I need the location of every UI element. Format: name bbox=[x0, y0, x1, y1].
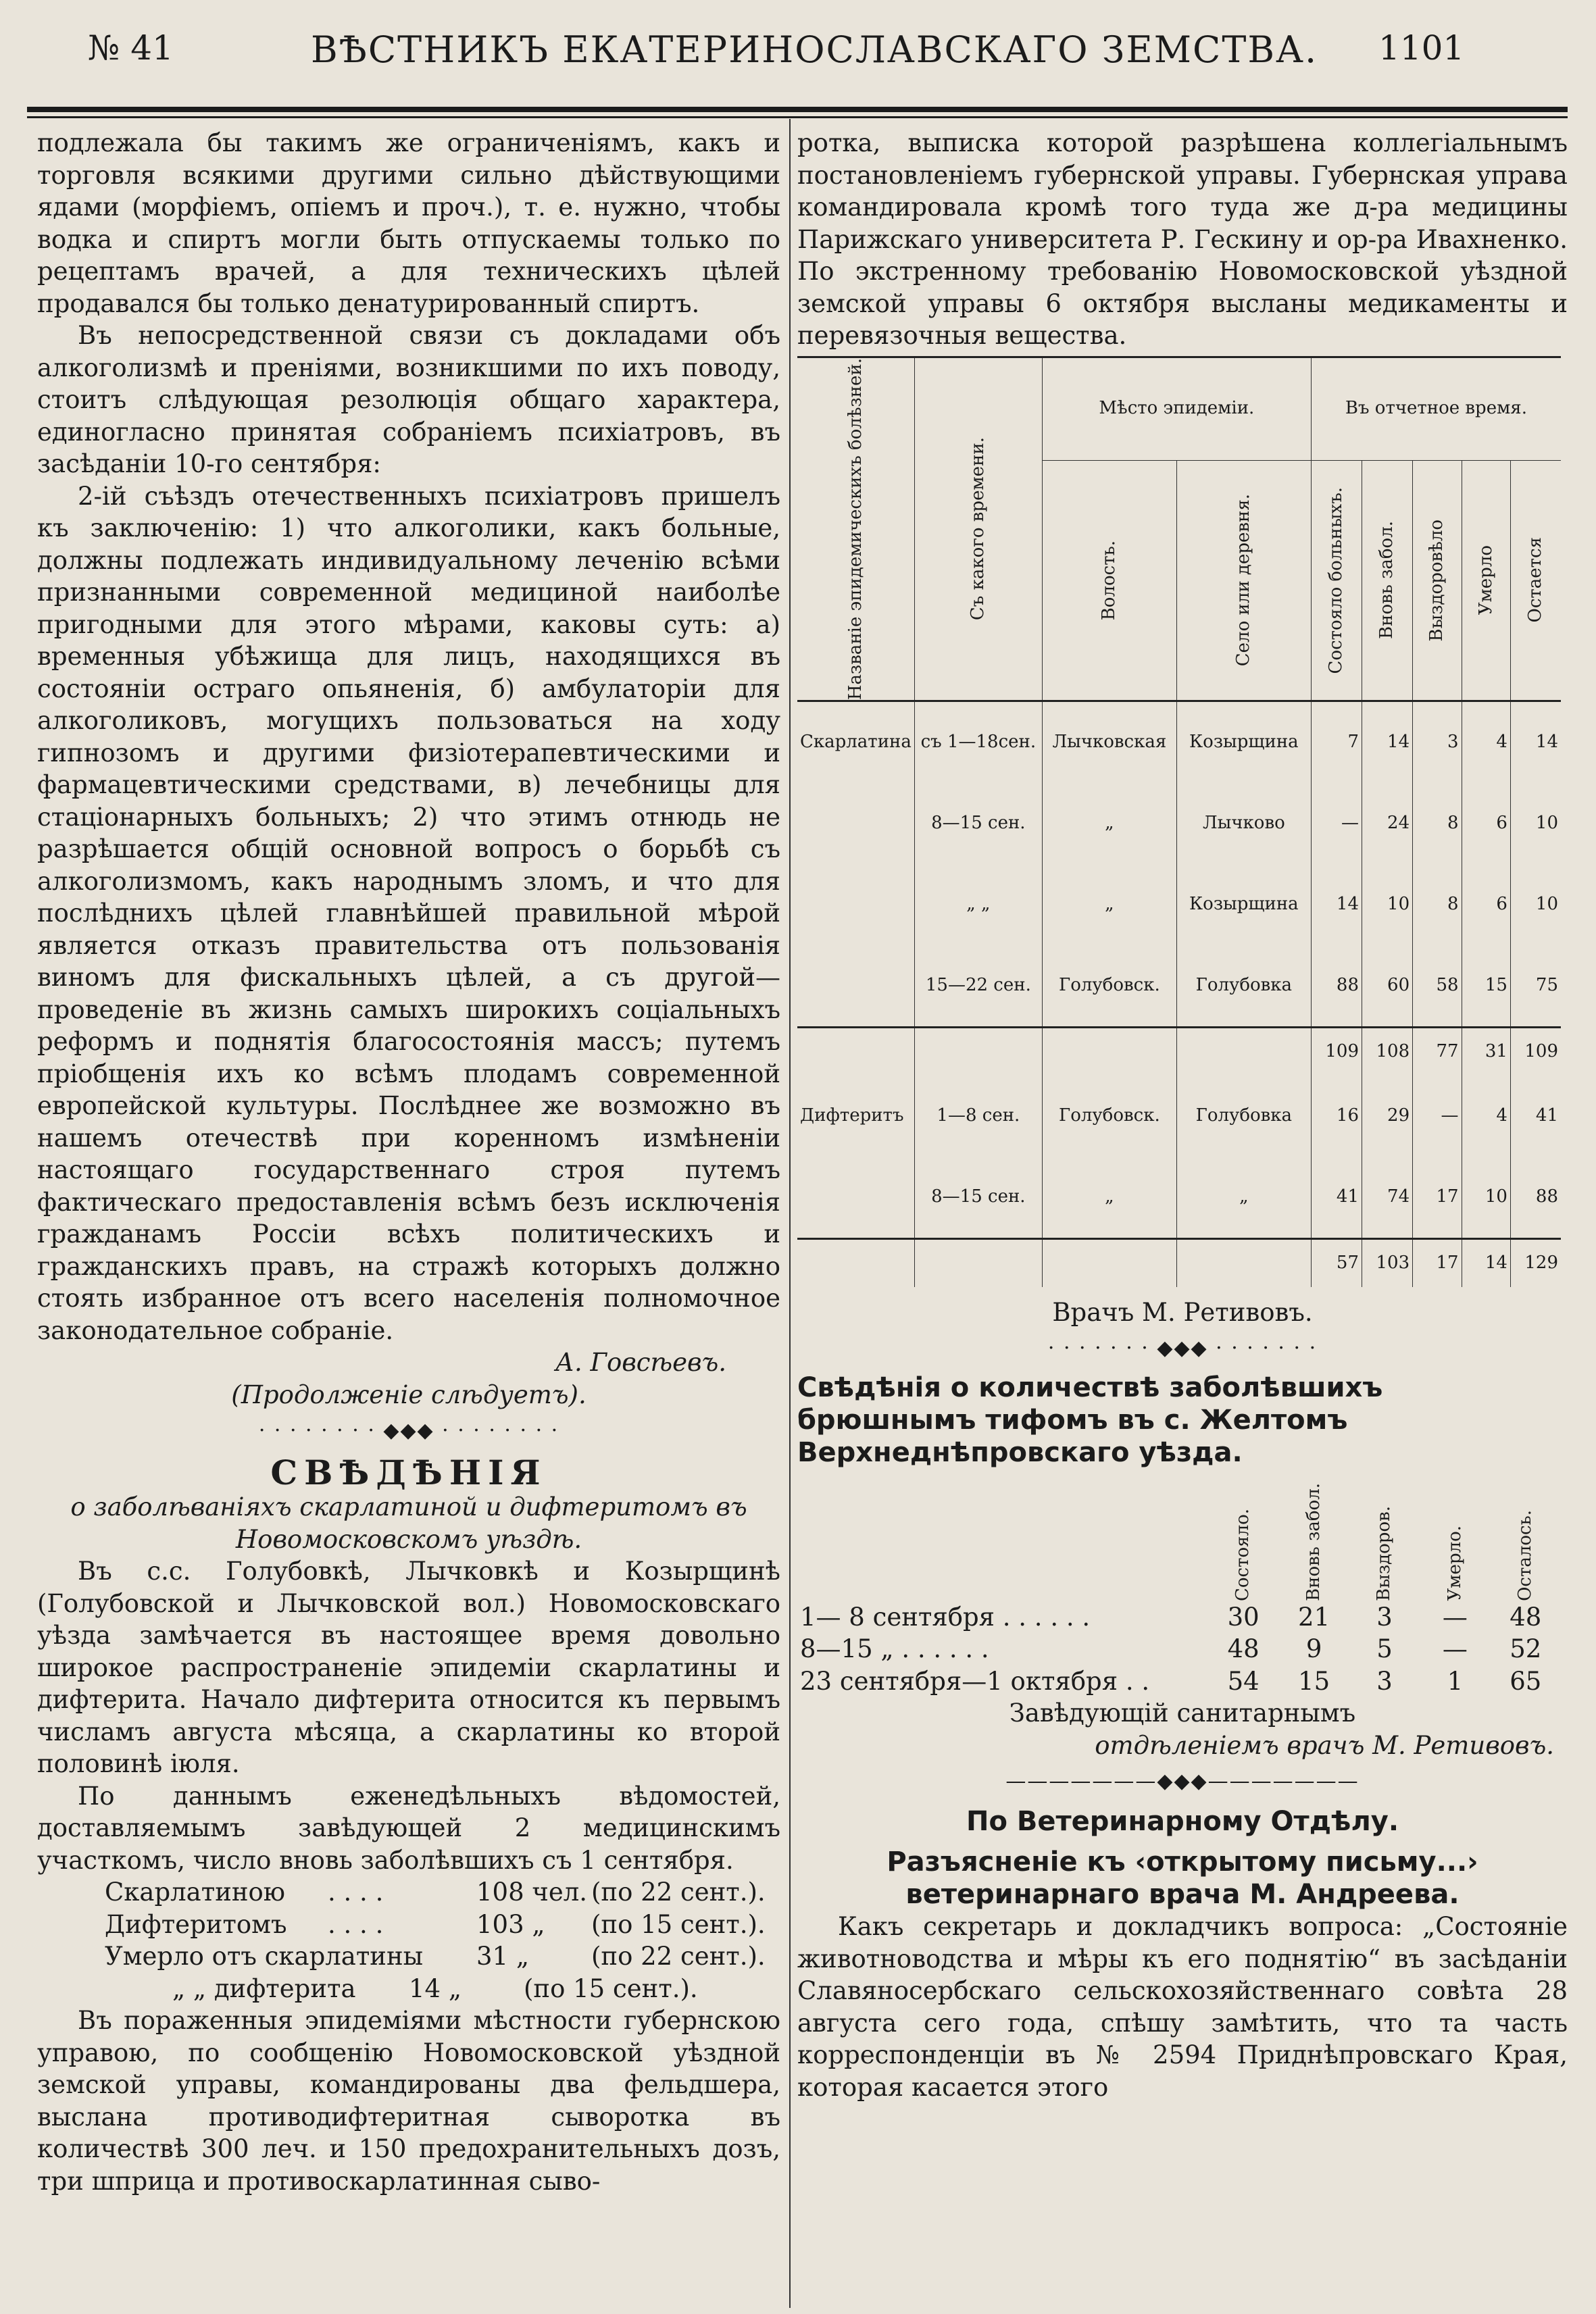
disease-cell: Скарлатина bbox=[797, 701, 914, 783]
section-subtitle: о заболѣваніяхъ скарлатиной и дифтеритомъ въ bbox=[70, 1492, 747, 1521]
count-cell: 8 bbox=[1413, 783, 1462, 864]
volost-cell: Голубовск. bbox=[1042, 945, 1176, 1028]
typhus-title: Свѣдѣнія о количествѣ заболѣвшихъ брюшнымъ тифомъ въ с. Желтомъ Верхнеднѣпровскаго уѣзда. bbox=[797, 1372, 1383, 1468]
count-cell: 14 bbox=[1535, 731, 1558, 752]
disease-cell: Дифтеритъ bbox=[797, 1076, 914, 1157]
count-cell: 17 bbox=[1413, 1157, 1462, 1239]
count-cell: 8 bbox=[1413, 864, 1462, 945]
table-header: Умерло bbox=[1462, 460, 1510, 701]
paragraph: По даннымъ еженедѣльныхъ вѣдомостей, доставляемымъ завѣдующей 2 медицинскимъ участкомъ, число вновь заболѣвшихъ съ 1 сентября. bbox=[37, 1781, 780, 1875]
count-cell: 129 bbox=[1510, 1238, 1561, 1287]
since-cell bbox=[914, 1238, 1042, 1287]
count-cell: 88 bbox=[1311, 945, 1362, 1028]
count-cell: 21 bbox=[1298, 1602, 1330, 1632]
volost-cell bbox=[1042, 1027, 1176, 1076]
vet-title: Разъясненіе къ ‹открытому письму...› ветеринарнаго врача М. Андреева. bbox=[887, 1846, 1478, 1911]
period-cell: 23 сентября—1 октября . . bbox=[800, 1666, 1150, 1696]
issue-number: № 41 bbox=[88, 28, 174, 68]
count-cell: 54 bbox=[1227, 1666, 1260, 1696]
count-cell: 75 bbox=[1535, 974, 1558, 995]
village-cell: Козырщина bbox=[1176, 701, 1311, 783]
count-cell: 77 bbox=[1413, 1027, 1462, 1076]
table-header: Село или деревня. bbox=[1176, 460, 1311, 701]
typhus-table bbox=[797, 1473, 1561, 1698]
count-cell: — bbox=[1413, 1076, 1462, 1157]
volost-cell bbox=[1042, 1238, 1176, 1287]
ornament-divider: · · · · · · · ◆◆◆ · · · · · · · bbox=[1047, 1336, 1318, 1361]
count-cell: 48 bbox=[1510, 1602, 1542, 1632]
count-cell: 58 bbox=[1413, 945, 1462, 1028]
disease-cell bbox=[797, 783, 914, 864]
stat-value: 108 чел. bbox=[476, 1878, 588, 1907]
count-cell: 14 bbox=[1311, 864, 1362, 945]
epidemic-table bbox=[797, 356, 1561, 1287]
disease-cell bbox=[797, 1238, 914, 1287]
since-cell: 8—15 сен. bbox=[914, 1157, 1042, 1239]
stat-label: Умерло отъ скарлатины bbox=[105, 1942, 424, 1971]
since-cell: „ „ bbox=[914, 864, 1042, 945]
period-cell: 8—15 „ . . . . . . bbox=[800, 1634, 989, 1664]
village-cell bbox=[1176, 1238, 1311, 1287]
table-row bbox=[797, 1076, 1561, 1157]
count-cell: 41 bbox=[1311, 1157, 1362, 1239]
count-cell: 103 bbox=[1362, 1238, 1413, 1287]
paragraph: Въ с.с. Голубовкѣ, Лычковкѣ и Козырщинѣ (Голубовской и Лычковской вол.) Новомосковскаго уѣзда замѣчается въ настоящее время довольно широкое распространеніе эпидеміи скарлатины и дифтерита. Начало дифтерита относится къ первымъ числамъ августа мѣсяца, а скарлатины ко второй половинѣ іюля. bbox=[37, 1557, 780, 1778]
table-row bbox=[797, 1601, 1561, 1634]
list-item bbox=[37, 1909, 780, 1941]
paragraph: Какъ секретарь и докладчикъ вопроса: „Состояніе животноводства и мѣры къ его поднятію“ въ засѣданіи Славяносербскаго сельскохозяйственнаго совѣта 28 августа сего года, спѣшу замѣтить, что та часть корреспонденціи въ № 2594 Приднѣпровскаго Края, которая касается этого bbox=[797, 1912, 1568, 2102]
disease-cell bbox=[797, 945, 914, 1028]
since-cell: 15—22 сен. bbox=[914, 945, 1042, 1028]
village-cell: Голубовка bbox=[1176, 945, 1311, 1028]
village-cell: Козырщина bbox=[1176, 864, 1311, 945]
typhus-signature: Завѣдующій санитарнымъ bbox=[1009, 1699, 1356, 1728]
header-rule-thin bbox=[27, 116, 1568, 118]
stat-dots: . . . . bbox=[328, 1909, 384, 1939]
table-header: Названіе эпидемическихъ болѣзней. bbox=[797, 357, 914, 701]
count-cell: 7 bbox=[1311, 701, 1362, 783]
village-cell: Голубовка bbox=[1176, 1076, 1311, 1157]
count-cell: 30 bbox=[1227, 1602, 1260, 1632]
count-cell: 10 bbox=[1535, 893, 1558, 914]
count-cell: 10 bbox=[1462, 1157, 1510, 1239]
table-header: Выздоровѣло bbox=[1413, 460, 1462, 701]
paragraph: подлежала бы такимъ же ограниченіямъ, какъ и торговля всякими другими сильно дѣйствующими ядами (морфіемъ, опіемъ и проч.), т. е. нужно, чтобы водка и спиртъ могли быть отпускаемы только по рецептамъ врачей, а для техническихъ цѣлей продавался бы только денатурированный спиртъ. bbox=[37, 128, 780, 318]
count-cell: 31 bbox=[1462, 1027, 1510, 1076]
count-cell: — bbox=[1311, 783, 1362, 864]
vet-heading: По Ветеринарному Отдѣлу. bbox=[966, 1805, 1399, 1837]
count-cell: 4 bbox=[1462, 701, 1510, 783]
since-cell: 8—15 сен. bbox=[914, 783, 1042, 864]
table-row bbox=[797, 1665, 1561, 1698]
table-header: Вновь забол. bbox=[1362, 460, 1413, 701]
left-column bbox=[37, 127, 780, 2197]
doctor-signature: Врачъ М. Ретивовъ. bbox=[1052, 1297, 1313, 1327]
count-cell: 5 bbox=[1376, 1634, 1393, 1664]
count-cell: 10 bbox=[1362, 864, 1413, 945]
table-row bbox=[797, 864, 1561, 945]
page-number: 1101 bbox=[1378, 28, 1465, 68]
stat-label: „ „ дифтерита bbox=[172, 1973, 356, 2003]
stat-date: (по 22 сент.). bbox=[591, 1942, 766, 1971]
table-row bbox=[797, 1633, 1561, 1665]
list-item bbox=[37, 1876, 780, 1909]
count-cell: 48 bbox=[1227, 1634, 1260, 1664]
table-header: Вновь забол. bbox=[1303, 1482, 1324, 1601]
table-header: Осталось. bbox=[1515, 1509, 1536, 1601]
stat-dots: . . . . bbox=[328, 1878, 384, 1907]
ornament-divider: ———————◆◆◆——————— bbox=[1005, 1769, 1360, 1794]
count-cell: 6 bbox=[1462, 783, 1510, 864]
count-cell: 15 bbox=[1298, 1666, 1330, 1696]
table-header: Состояло больныхъ. bbox=[1311, 460, 1362, 701]
count-cell: 57 bbox=[1311, 1238, 1362, 1287]
table-row bbox=[797, 783, 1561, 864]
since-cell: 1—8 сен. bbox=[914, 1076, 1042, 1157]
count-cell: 14 bbox=[1362, 701, 1413, 783]
count-cell: 3 bbox=[1376, 1602, 1393, 1632]
table-header: Состояло. bbox=[1232, 1508, 1253, 1601]
ornament-divider: · · · · · · · · ◆◆◆ · · · · · · · · bbox=[258, 1419, 559, 1442]
count-cell: 109 bbox=[1311, 1027, 1362, 1076]
disease-cell bbox=[797, 1027, 914, 1076]
stat-label: Дифтеритомъ bbox=[105, 1909, 287, 1939]
stat-value: 31 „ bbox=[476, 1942, 530, 1971]
count-cell: 3 bbox=[1413, 701, 1462, 783]
volost-cell: Голубовск. bbox=[1042, 1076, 1176, 1157]
stat-date: (по 15 сент.). bbox=[591, 1909, 766, 1939]
stats-list bbox=[37, 1876, 780, 2005]
disease-cell bbox=[797, 864, 914, 945]
list-item bbox=[37, 1973, 780, 2005]
table-header: Остается bbox=[1510, 460, 1561, 701]
stat-date: (по 22 сент.). bbox=[591, 1878, 766, 1907]
stat-date: (по 15 сент.). bbox=[524, 1973, 698, 2003]
count-cell: 109 bbox=[1510, 1027, 1561, 1076]
count-cell: 15 bbox=[1462, 945, 1510, 1028]
count-cell: 74 bbox=[1362, 1157, 1413, 1239]
village-cell: Лычково bbox=[1176, 783, 1311, 864]
count-cell: 4 bbox=[1462, 1076, 1510, 1157]
table-row bbox=[797, 1157, 1561, 1239]
volost-cell: „ bbox=[1042, 783, 1176, 864]
count-cell: 6 bbox=[1462, 864, 1510, 945]
table-row bbox=[797, 701, 1561, 783]
stat-label: Скарлатиною bbox=[105, 1878, 286, 1907]
count-cell: 29 bbox=[1362, 1076, 1413, 1157]
count-cell: — bbox=[1442, 1602, 1468, 1632]
table-header: Въ отчетное время. bbox=[1311, 357, 1561, 460]
section-subtitle: Новомосковскомъ уѣздѣ. bbox=[235, 1524, 582, 1554]
typhus-signature: отдѣленіемъ врачъ М. Ретивовъ. bbox=[1095, 1730, 1554, 1760]
table-header: Волость. bbox=[1042, 460, 1176, 701]
since-cell: съ 1—18сен. bbox=[914, 701, 1042, 783]
count-cell: 9 bbox=[1305, 1634, 1322, 1664]
section-title: СВѢДѢНІЯ bbox=[270, 1452, 547, 1492]
village-cell: „ bbox=[1176, 1157, 1311, 1239]
continued-note: (Продолженіе слѣдуетъ). bbox=[231, 1380, 587, 1409]
table-row bbox=[797, 945, 1561, 1028]
count-cell: 108 bbox=[1362, 1027, 1413, 1076]
count-cell: 88 bbox=[1535, 1186, 1558, 1207]
count-cell: — bbox=[1442, 1634, 1468, 1664]
list-item bbox=[37, 1940, 780, 1973]
count-cell: 41 bbox=[1535, 1105, 1558, 1126]
table-header: Съ какого времени. bbox=[914, 357, 1042, 701]
volost-cell: „ bbox=[1042, 1157, 1176, 1239]
author-signature: А. Говсѣевъ. bbox=[555, 1348, 726, 1377]
period-cell: 1— 8 сентября . . . . . . bbox=[800, 1602, 1091, 1632]
count-cell: 10 bbox=[1535, 812, 1558, 833]
table-row bbox=[797, 1238, 1561, 1287]
count-cell: 3 bbox=[1376, 1666, 1393, 1696]
count-cell: 65 bbox=[1510, 1666, 1542, 1696]
paragraph: Въ непосредственной связи съ докладами объ алкоголизмѣ и преніями, возникшими по ихъ поводу, стоитъ слѣдующая резолюція общаго характера, единогласно принятая собраніемъ психіатровъ, въ засѣданіи 10-го сентября: bbox=[37, 321, 780, 478]
resolution-paragraph: 2-ій съѣздъ отечественныхъ психіатровъ пришелъ къ заключенію: 1) что алкоголики, какъ больные, должны подлежать индивидуальному леченію всѣми признанными современной медициной наиболѣе пригодными для этого мѣрами, каковы суть: а) временныя убѣжища для лицъ, находящихся въ состояніи остраго опьяненія, б) амбулаторіи для алкоголиковъ, могущихъ пользоваться на ходу гипнозомъ и другими физіотерапевтическими и фармацевтическими средствами, в) лечебницы для стаціонарныхъ больныхъ; 2) что этимъ отнюдь не разрѣшается общій основной вопросъ о борьбѣ съ алкоголизмомъ, какъ народнымъ зломъ, и что для послѣднихъ цѣлей главнѣйшей правильной мѣрой является отказъ правительства отъ пользованія виномъ для фискальныхъ цѣлей, а съ другой—проведеніе въ жизнь самыхъ широкихъ соціальныхъ реформъ и поднятія благосостоянія массъ; путемъ пріобщенія ихъ ко всѣмъ плодамъ современной европейской культуры. Послѣднее же возможно въ нашемъ отечествѣ при коренномъ измѣненіи настоящаго государственнаго строя путемъ фактическаго предоставленія всѣмъ безъ исключенія гражданамъ Россіи всѣхъ политическихъ и гражданскихъ правъ, на стражѣ которыхъ должно стоять избранное отъ всего населенія полномочное законодательное собраніе. bbox=[37, 481, 780, 1345]
volost-cell: Лычковская bbox=[1042, 701, 1176, 783]
table-header: Мѣсто эпидеміи. bbox=[1042, 357, 1311, 460]
count-cell: 52 bbox=[1510, 1634, 1542, 1664]
count-cell: 1 bbox=[1447, 1666, 1464, 1696]
paragraph: ротка, выписка которой разрѣшена коллегіальнымъ постановленіемъ губернской управы. Губернская управа командировала кромѣ того туда же д-ра медицины Парижскаго университета Р. Гескину и ор-ра Ивахненко. По экстренному требованію Новомосковской уѣздной земской управы 6 октября высланы медикаменты и перевязочныя вещества. bbox=[797, 128, 1568, 350]
count-cell: 60 bbox=[1362, 945, 1413, 1028]
right-column bbox=[797, 127, 1568, 2103]
table-header: Умерло. bbox=[1444, 1526, 1465, 1601]
table-header: Выздоров. bbox=[1374, 1505, 1395, 1601]
volost-cell: „ bbox=[1042, 864, 1176, 945]
disease-cell bbox=[797, 1157, 914, 1239]
count-cell: 14 bbox=[1462, 1238, 1510, 1287]
count-cell: 16 bbox=[1311, 1076, 1362, 1157]
journal-title: ВѢСТНИКЪ ЕКАТЕРИНОСЛАВСКАГО ЗЕМСТВА. bbox=[311, 28, 1318, 71]
column-divider bbox=[789, 119, 791, 2308]
stat-value: 103 „ bbox=[476, 1909, 545, 1939]
header-rule bbox=[27, 107, 1568, 112]
stat-value: 14 „ bbox=[409, 1973, 462, 2003]
since-cell bbox=[914, 1027, 1042, 1076]
table-row bbox=[797, 1027, 1561, 1076]
count-cell: 17 bbox=[1413, 1238, 1462, 1287]
village-cell bbox=[1176, 1027, 1311, 1076]
paragraph: Въ пораженныя эпидеміями мѣстности губернскою управою, по сообщенію Новомосковской уѣздной земской управы, командированы два фельдшера, выслана противодифтеритная сыворотка въ количествѣ 300 леч. и 150 предохранительныхъ дозъ, три шприца и противоскарлатинная сыво- bbox=[37, 2006, 780, 2196]
count-cell: 24 bbox=[1362, 783, 1413, 864]
